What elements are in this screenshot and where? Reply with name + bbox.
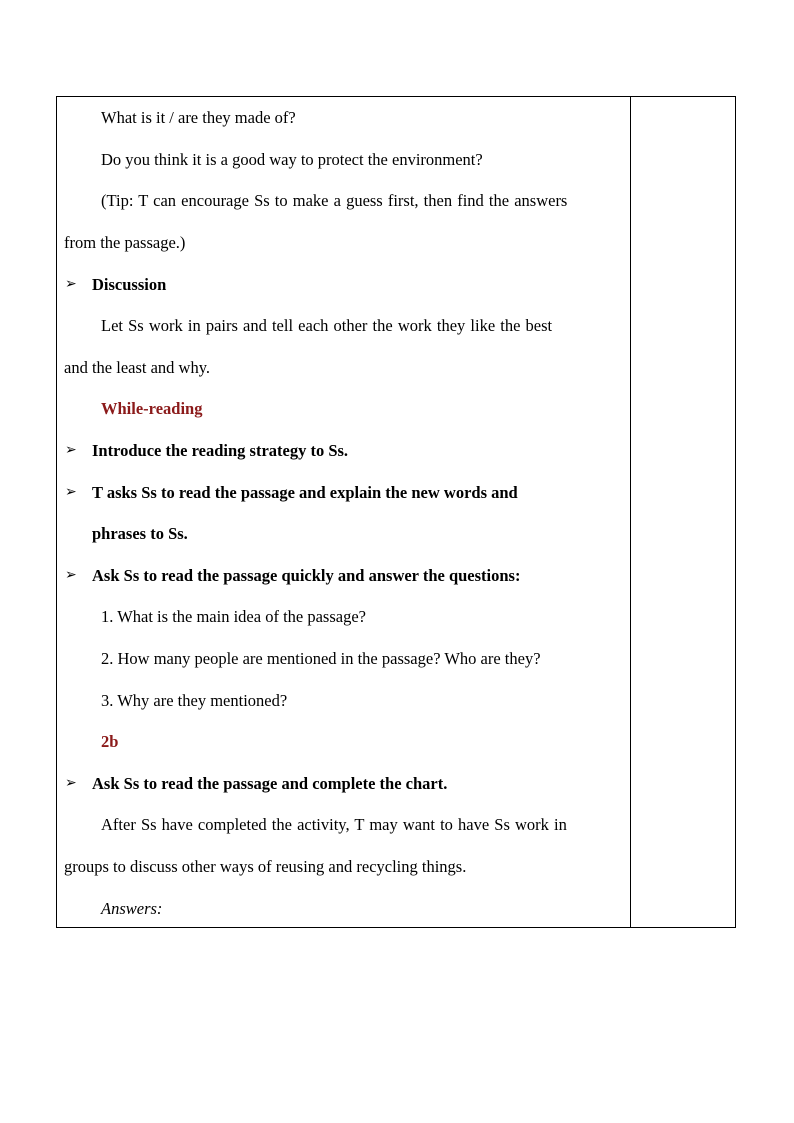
- discussion-heading: Discussion: [92, 275, 167, 294]
- lesson-plan-table: [56, 96, 736, 928]
- discussion-line-1: Let Ss work in pairs and tell each other the work they like the best: [101, 316, 553, 335]
- question-1: 1. What is the main idea of the passage?: [101, 607, 366, 626]
- question-3: 3. Why are they mentioned?: [101, 691, 288, 710]
- tip-line-2: from the passage.): [64, 233, 186, 252]
- arrow-bullet-icon: ➢: [65, 775, 77, 791]
- intro-strategy: Introduce the reading strategy to Ss.: [92, 441, 349, 460]
- chart-instruction: Ask Ss to read the passage and complete the chart.: [92, 774, 448, 793]
- question-2: 2. How many people are mentioned in the passage? Who are they?: [101, 649, 541, 668]
- after-line-1: After Ss have completed the activity, T may want to have Ss work in: [101, 815, 567, 834]
- question-environment: Do you think it is a good way to protect the environment?: [101, 150, 483, 169]
- asks-line-1: T asks Ss to read the passage and explain the new words and: [92, 483, 518, 502]
- arrow-bullet-icon: ➢: [65, 442, 77, 458]
- answers-label: Answers:: [101, 899, 163, 918]
- question-made-of: What is it / are they made of?: [101, 108, 296, 127]
- while-reading-heading: While-reading: [101, 399, 203, 418]
- arrow-bullet-icon: ➢: [65, 484, 77, 500]
- asks-line-2: phrases to Ss.: [92, 524, 188, 543]
- arrow-bullet-icon: ➢: [65, 567, 77, 583]
- section-2b-heading: 2b: [101, 732, 119, 751]
- column-divider: [630, 97, 631, 927]
- quick-read-instruction: Ask Ss to read the passage quickly and answer the questions:: [92, 566, 521, 585]
- arrow-bullet-icon: ➢: [65, 276, 77, 292]
- discussion-line-2: and the least and why.: [64, 358, 211, 377]
- after-line-2: groups to discuss other ways of reusing and recycling things.: [64, 857, 467, 876]
- tip-line-1: (Tip: T can encourage Ss to make a guess first, then find the answers: [101, 191, 568, 210]
